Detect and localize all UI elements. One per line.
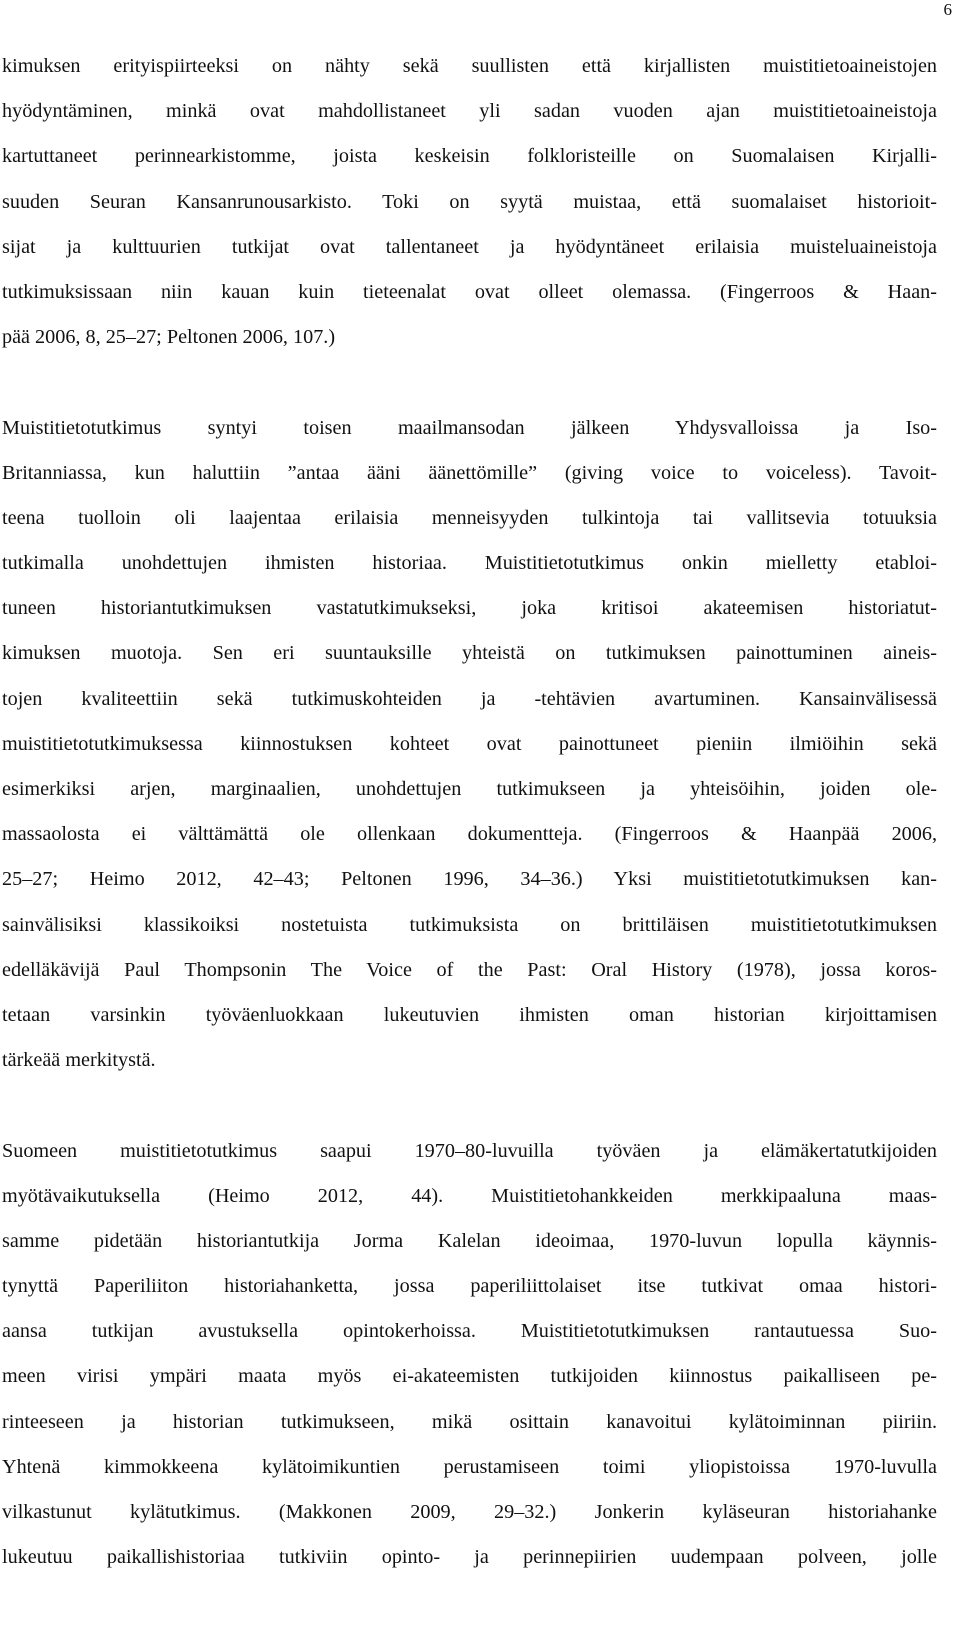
text-line: tynyttä Paperiliiton historiahanketta, jossa paperiliittolaiset itse tutkivat omaa histori- (2, 1275, 937, 1298)
text-line: lukeutuu paikallishistoriaa tutkiviin opinto- ja perinnepiirien uudempaan polveen, jolle (2, 1546, 937, 1569)
text-line: myötävaikutuksella (Heimo 2012, 44). Muistitietohankkeiden merkkipaaluna maas- (2, 1184, 937, 1207)
text-line: meen virisi ympäri maata myös ei-akateemisten tutkijoiden kiinnostus paikalliseen pe- (2, 1365, 937, 1388)
text-line: tutkimuksissaan niin kauan kuin tieteenalat ovat olleet olemassa. (Fingerroos & Haan- (2, 280, 937, 303)
text-line: 25–27; Heimo 2012, 42–43; Peltonen 1996, 34–36.) Yksi muistitietotutkimuksen kan- (2, 868, 937, 891)
text-line: samme pidetään historiantutkija Jorma Kalelan ideoimaa, 1970-luvun lopulla käynnis- (2, 1229, 937, 1252)
paragraph-3 (2, 1129, 937, 1581)
text-line: Suomeen muistitietotutkimus saapui 1970–80-luvuilla työväen ja elämäkertatutkijoiden (2, 1139, 937, 1162)
text-line: esimerkiksi arjen, marginaalien, unohdettujen tutkimukseen ja yhteisöihin, joiden ole- (2, 778, 937, 800)
paragraph-spacer (2, 1083, 937, 1128)
text-line: pää 2006, 8, 25–27; Peltonen 2006, 107.) (2, 326, 336, 349)
text-line: kimuksen erityispiirteeksi on nähty sekä suullisten että kirjallisten muistitietoaineistojen (2, 55, 937, 77)
paragraph-2 (2, 406, 937, 1084)
text-line: massaolosta ei välttämättä ole ollenkaan dokumentteja. (Fingerroos & Haanpää 2006, (2, 823, 937, 846)
text-line: muistitietotutkimuksessa kiinnostuksen kohteet ovat painottuneet pieniin ilmiöihin sekä (2, 732, 937, 755)
text-line: Muistitietotutkimus syntyi toisen maailmansodan jälkeen Yhdysvalloissa ja Iso- (2, 416, 937, 439)
text-line: vilkastunut kylätutkimus. (Makkonen 2009, 29–32.) Jonkerin kyläseuran historiahanke (2, 1501, 937, 1523)
text-line: tärkeää merkitystä. (2, 1049, 156, 1072)
text-line: kimuksen muotoja. Sen eri suuntauksille yhteistä on tutkimuksen painottuminen aineis- (2, 642, 937, 665)
text-line: rinteeseen ja historian tutkimukseen, mikä osittain kanavoitui kylätoiminnan piiriin. (2, 1410, 937, 1433)
text-line: aansa tutkijan avustuksella opintokerhoissa. Muistitietotutkimuksen rantautuessa Suo- (2, 1320, 937, 1343)
text-line: suuden Seuran Kansanrunousarkisto. Toki on syytä muistaa, että suomalaiset historioit- (2, 190, 937, 213)
text-line: tuneen historiantutkimuksen vastatutkimukseksi, joka kritisoi akateemisen historiatut- (2, 597, 937, 620)
text-line: Britanniassa, kun haluttiin ”antaa ääni äänettömille” (giving voice to voiceless). Tavoit- (2, 461, 937, 484)
paragraph-1 (2, 44, 937, 360)
text-line: teena tuolloin oli laajentaa erilaisia menneisyyden tulkintoja tai vallitsevia totuuksia (2, 506, 937, 529)
text-line: sainvälisiksi klassikoiksi nostetuista tutkimuksista on brittiläisen muistitietotutkimuksen (2, 913, 937, 936)
text-line: tetaan varsinkin työväenluokkaan lukeutuvien ihmisten oman historian kirjoittamisen (2, 1003, 937, 1026)
text-line: hyödyntäminen, minkä ovat mahdollistaneet yli sadan vuoden ajan muistitietoaineistoja (2, 100, 937, 123)
page-number: 6 (943, 0, 952, 19)
text-line: Yhtenä kimmokkeena kylätoimikuntien perustamiseen toimi yliopistoissa 1970-luvulla (2, 1455, 937, 1478)
text-line: sijat ja kulttuurien tutkijat ovat tallentaneet ja hyödyntäneet erilaisia muisteluaineistoja (2, 235, 937, 258)
text-line: edelläkävijä Paul Thompsonin The Voice of the Past: Oral History (1978), jossa koros- (2, 958, 937, 981)
text-line: kartuttaneet perinnearkistomme, joista keskeisin folkloristeille on Suomalaisen Kirjalli- (2, 145, 937, 168)
text-line: tutkimalla unohdettujen ihmisten historiaa. Muistitietotutkimus onkin mielletty etabloi- (2, 552, 937, 575)
document-body (2, 44, 937, 1580)
text-line: tojen kvaliteettiin sekä tutkimuskohteiden ja -tehtävien avartuminen. Kansainvälisessä (2, 687, 937, 710)
paragraph-spacer (2, 360, 937, 405)
